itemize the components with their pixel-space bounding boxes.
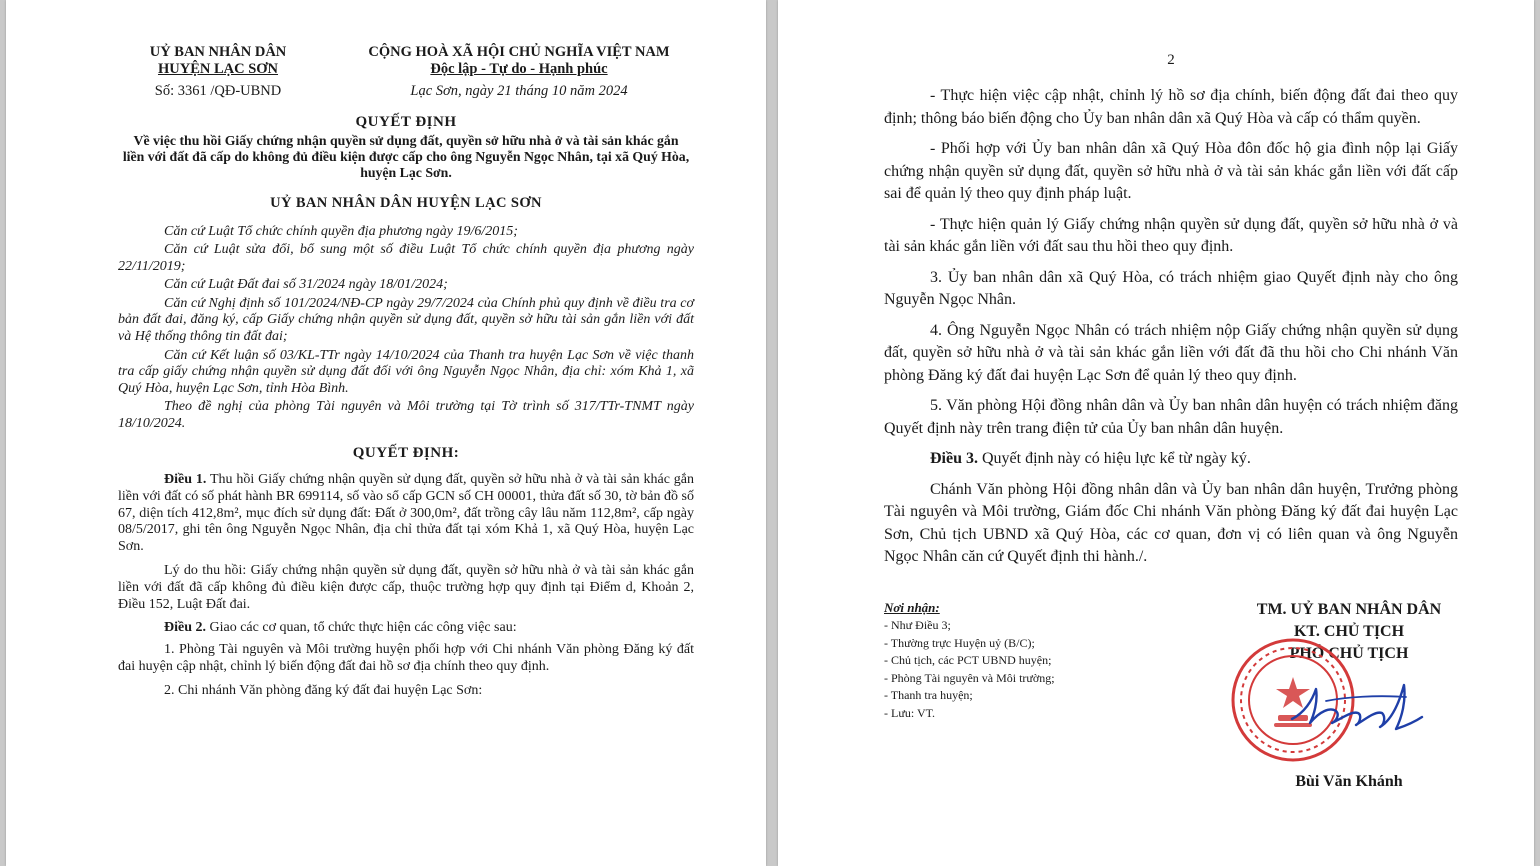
document-footer [884, 599, 1458, 790]
article-2 [118, 620, 694, 637]
article-1-label: Điều 1. [164, 472, 207, 488]
national-motto [344, 44, 694, 78]
document-header [118, 44, 694, 78]
paragraph: - Phối hợp với Ủy ban nhân dân xã Quý Hòa đôn đốc hộ gia đình nộp lại Giấy chứng nhận quyền sử dụng đất, quyền sở hữu nhà ở và tài sản khác gắn liền với đất cấp sai để quản lý theo quy định pháp luật. [884, 140, 1458, 202]
nation-motto: Độc lập - Tự do - Hạnh phúc [430, 61, 608, 77]
article-3-label: Điều 3. [930, 450, 978, 467]
page-number: 2 [1167, 52, 1175, 68]
recipient-item: - Phòng Tài nguyên và Môi trường; [884, 670, 1055, 685]
basis-item: Căn cứ Luật sửa đổi, bổ sung một số điều Luật Tổ chức chính quyền địa phương ngày 22/11/2019; [118, 242, 694, 275]
paragraph: 5. Văn phòng Hội đồng nhân dân và Ủy ban nhân dân huyện có trách nhiệm đăng Quyết định này trên trang điện tử của Ủy ban nhân dân huyện. [884, 397, 1458, 437]
task-item-2: 2. Chi nhánh Văn phòng đăng ký đất đai huyện Lạc Sơn: [164, 682, 483, 698]
document-title: QUYẾT ĐỊNH [355, 114, 457, 130]
recipient-item: - Lưu: VT. [884, 705, 936, 720]
document-subject: Về việc thu hồi Giấy chứng nhận quyền sử dụng đất, quyền sở hữu nhà ở và tài sản khác gắn liền với đất đã cấp do không đủ điều kiện được cấp cho ông Nguyễn Ngọc Nhân, tại xã Quý Hòa, huyện Lạc Sơn. [122, 133, 690, 180]
sign-line-3: PHÓ CHỦ TỊCH [1289, 644, 1409, 662]
issuing-agency [118, 44, 318, 78]
basis-item: Căn cứ Nghị định số 101/2024/NĐ-CP ngày 29/7/2024 của Chính phủ quy định về điều tra cơ bản đất đai, đăng ký, cấp Giấy chứng nhận quyền sử dụng đất, quyền sở hữu tài sản gắn liền với đất và Hệ thống thông tin đất đai; [118, 295, 694, 345]
handwritten-signature-icon [1286, 671, 1426, 741]
basis-item: Căn cứ Kết luận số 03/KL-TTr ngày 14/10/2024 của Thanh tra huyện Lạc Sơn về việc thanh tra cấp giấy chứng nhận quyền sử dụng đất đối với ông Nguyễn Ngọc Nhân, địa chỉ: xóm Khả 1, xã Quý Hòa, huyện Lạc Sơn, tỉnh Hòa Bình. [118, 347, 694, 397]
recipient-item: - Chủ tịch, các PCT UBND huyện; [884, 653, 1052, 667]
article-2-text: Giao các cơ quan, tổ chức thực hiện các công việc sau: [206, 620, 517, 636]
agency-line-1: UỶ BAN NHÂN DÂN [149, 44, 287, 60]
basis-item: Theo đề nghị của phòng Tài nguyên và Môi trường tại Tờ trình số 317/TTr-TNMT ngày 18/10/2024. [118, 399, 694, 432]
paragraph: 4. Ông Nguyễn Ngọc Nhân có trách nhiệm nộp Giấy chứng nhận quyền sử dụng đất, quyền sở hữu nhà ở và tài sản khác gắn liền với đất đã thu hồi cho Chi nhánh Văn phòng Đăng ký đất đai huyện Lạc Sơn để quản lý theo quy định. [884, 321, 1458, 384]
basis-item: Căn cứ Luật Đất đai số 31/2024 ngày 18/01/2024; [164, 277, 448, 293]
recipients-title: Nơi nhận: [884, 599, 940, 615]
page-2-body [884, 85, 1458, 569]
signer-name: Bùi Văn Khánh [1295, 772, 1403, 790]
article-2-label: Điều 2. [164, 620, 206, 636]
document-page-1 [6, 0, 766, 866]
revocation-reason: Lý do thu hồi: Giấy chứng nhận quyền sử dụng đất, quyền sở hữu nhà ở và tài sản khác gắn liền với đất đã cấp không đủ điều kiện được cấp, thuộc trường hợp quy định tại Điểm d, Khoản 2, Điều 152, Luật Đất đai. [118, 563, 694, 612]
sign-line-2: KT. CHỦ TỊCH [1293, 622, 1405, 640]
task-item-1: 1. Phòng Tài nguyên và Môi trường huyện phối hợp với Chi nhánh Văn phòng Đăng ký đất đai huyện cập nhật, chỉnh lý biến động đất đai hồ sơ địa chính theo quy định. [118, 642, 694, 675]
paragraph: - Thực hiện quản lý Giấy chứng nhận quyền sử dụng đất, quyền sở hữu nhà ở và tài sản khác gắn liền với đất sau thu hồi theo quy định. [884, 215, 1458, 255]
document-date: Lạc Sơn, ngày 21 tháng 10 năm 2024 [410, 83, 628, 99]
recipients-block [884, 599, 1114, 723]
legal-basis [118, 224, 694, 433]
agency-line-2: HUYỆN LẠC SƠN [157, 61, 279, 77]
recipient-item: - Thanh tra huyện; [884, 688, 973, 702]
decision-body [118, 472, 694, 700]
paragraph: 3. Ủy ban nhân dân xã Quý Hòa, có trách nhiệm giao Quyết định này cho ông Nguyễn Ngọc Nhân. [884, 268, 1458, 308]
document-number: Số: 3361 /QĐ-UBND [154, 83, 282, 99]
decide-heading: QUYẾT ĐỊNH: [352, 445, 460, 462]
sign-line-1: TM. UỶ BAN NHÂN DÂN [1256, 600, 1442, 618]
signature-block [1234, 599, 1464, 790]
paragraph: - Thực hiện việc cập nhật, chỉnh lý hồ sơ địa chính, biến động đất đai theo quy định; thông báo biến động cho Ủy ban nhân dân xã Quý Hòa và cấp có thẩm quyền. [884, 87, 1458, 127]
article-1-text: Thu hồi Giấy chứng nhận quyền sử dụng đất, quyền sở hữu nhà ở và tài sản khác gắn liền với đất có số phát hành BR 699114, số vào sổ cấp GCN số CH 00001, thửa đất số 30, tờ bản đồ số 67, diện tích 412,8m², mục đích sử dụng đất: Đất ở 300,0m², đất trồng cây lâu năm 112,8m², cấp ngày 08/5/2017, ghi tên ông Nguyễn Ngọc Nhân, địa chỉ thửa đất tại xóm Khả 1, xã Quý Hòa, huyện Lạc Sơn. [118, 472, 694, 555]
basis-item: Căn cứ Luật Tổ chức chính quyền địa phương ngày 19/6/2015; [164, 224, 518, 239]
article-3-text: Quyết định này có hiệu lực kể từ ngày ký. [978, 450, 1251, 467]
document-page-2 [778, 0, 1534, 866]
closing-paragraph: Chánh Văn phòng Hội đồng nhân dân và Ủy ban nhân dân huyện, Trưởng phòng Tài nguyên và Môi trường, Giám đốc Chi nhánh Văn phòng Đăng ký đất đai huyện Lạc Sơn, Chủ tịch UBND xã Quý Hòa, các cơ quan, đơn vị có liên quan và ông Nguyễn Ngọc Nhân căn cứ Quyết định thi hành./. [884, 480, 1458, 565]
issuer-heading: UỶ BAN NHÂN DÂN HUYỆN LẠC SƠN [270, 195, 542, 211]
recipient-item: - Thường trực Huyện uỷ (B/C); [884, 635, 1035, 650]
nation-name: CỘNG HOÀ XÃ HỘI CHỦ NGHĨA VIỆT NAM [368, 44, 670, 60]
article-1 [118, 472, 694, 556]
article-3 [884, 448, 1458, 471]
recipient-item: - Như Điều 3; [884, 618, 951, 632]
